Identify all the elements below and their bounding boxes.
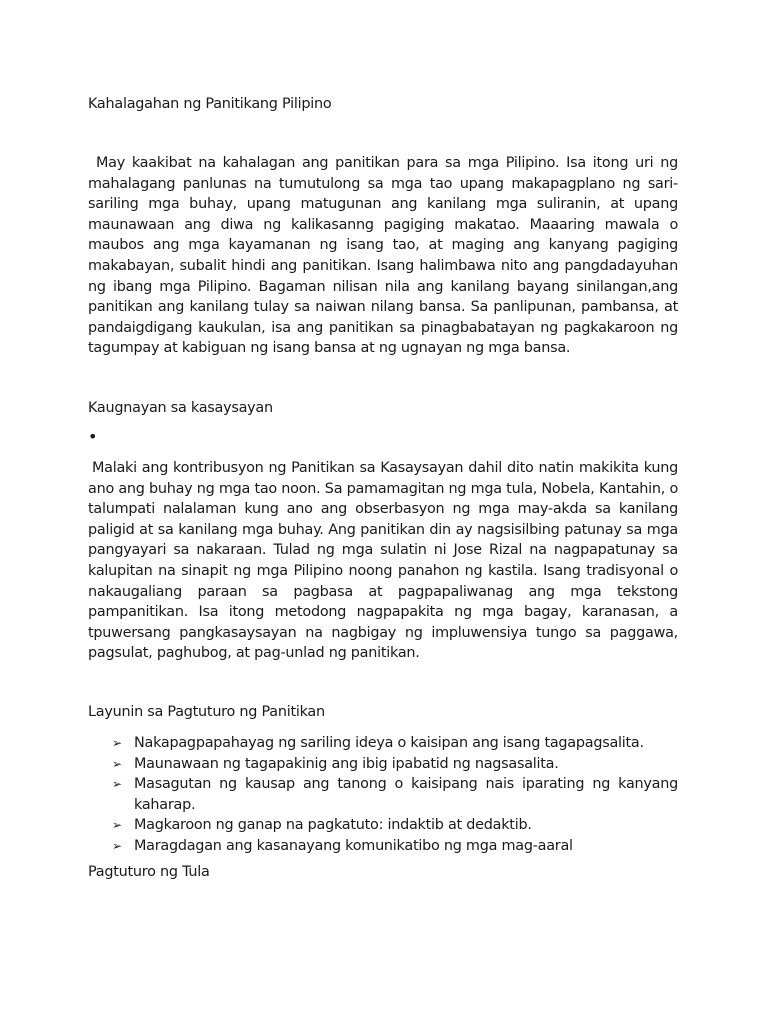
arrow-bullet-icon: ➢ bbox=[112, 777, 122, 792]
arrow-bullet-icon: ➢ bbox=[112, 838, 122, 853]
list-item bbox=[112, 733, 678, 754]
list-item-text: Maragdagan ang kasanayang komunikatibo ng mga mag-aaral bbox=[134, 837, 573, 854]
document-title: Kahalagahan ng Panitikang Pilipino bbox=[88, 96, 332, 112]
list-item bbox=[112, 754, 678, 775]
arrow-bullet-icon: ➢ bbox=[112, 736, 122, 750]
intro-paragraph: May kaakibat na kahalagan ang panitikan para sa mga Pilipino. Isa itong uri ng mahalagang panlunas na tumutulong sa mga tao upang makapagplano ng sari-sariling mga buhay, upang matugunan ang kanilang mga suliranin, at upang maunawaan ang diwa ng kalikasanng pagiging makatao. Maaaring mawala o maubos ang mga kayamanan ng isang tao, at maging ang kanyang pagiging makabayan, subalit hindi ang panitikan. Isang halimbawa nito ang pangdadayuhan ng ibang mga Pilipino. Bagaman nilisan nila ang kanilang bayang sinilangan,ang panitikan ang kanilang tulay sa naiwan nilang bansa. Sa panlipunan, pambansa, at pandaigdigang kaukulan, isa ang panitikan sa pinagbabatayan ng pagkakaroon ng tagumpay at kabiguan ng isang bansa at ng ugnayan ng mga bansa. bbox=[88, 155, 678, 357]
list-item bbox=[112, 836, 678, 857]
kaugnayan-paragraph: Malaki ang kontribusyon ng Panitikan sa Kasaysayan dahil dito natin makikita kung ano ang buhay ng mga tao noon. Sa pamamagitan ng mga tula, Nobela, Kantahin, o talumpati nalalaman kung ano ang obserbasyon ng mga may-akda sa kanilang paligid at sa kanilang mga buhay. Ang panitikan din ay nagsisilbing patunay sa mga pangyayari sa nakaraan. Tulad ng mga sulatin ni Jose Rizal na nagpapatunay sa kalupitan na sinapit ng mga Pilipino noong panahon ng kastila. Isang tradisyonal o nakaugaliang paraan sa pagbasa at pagpapaliwanag ang mga tekstong pampanitikan. Isa itong metodong nagpapakita ng mga bagay, karanasan, a tpuwersang pangkasaysayan na nagbigay ng impluwensiya tungo sa paggawa, pagsulat, paghubog, at pag-unlad ng panitikan. bbox=[88, 460, 678, 662]
section-heading-layunin: Layunin sa Pagtuturo ng Panitikan bbox=[88, 704, 325, 720]
list-item-text: Masagutan ng kausap ang tanong o kaisipang nais iparating ng kanyang kaharap. bbox=[134, 776, 678, 813]
section-heading-pagtuturo: Pagtuturo ng Tula bbox=[88, 864, 210, 880]
list-item bbox=[112, 815, 678, 836]
list-item-text: Maunawaan ng tagapakinig ang ibig ipabatid ng nagsasalita. bbox=[134, 755, 559, 772]
section-heading-kaugnayan: Kaugnayan sa kasaysayan bbox=[88, 400, 273, 416]
bullet-dot: • bbox=[88, 427, 98, 446]
list-item-text: Magkaroon ng ganap na pagkatuto: indaktib at dedaktib. bbox=[134, 817, 532, 834]
arrow-bullet-icon: ➢ bbox=[112, 818, 122, 833]
arrow-bullet-icon: ➢ bbox=[112, 756, 122, 771]
list-item-text: Nakapagpapahayag ng sariling ideya o kaisipan ang isang tagapagsalita. bbox=[134, 735, 644, 751]
layunin-list bbox=[112, 733, 678, 857]
list-item bbox=[112, 774, 678, 815]
